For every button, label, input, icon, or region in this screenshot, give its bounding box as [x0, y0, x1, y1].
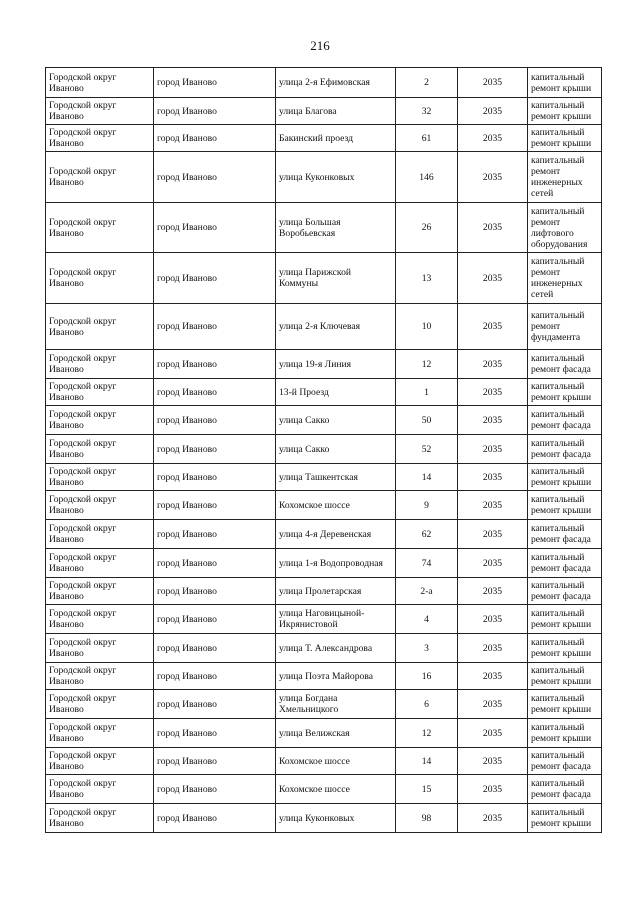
city-cell: город Иваново — [154, 719, 276, 748]
house-number-cell: 146 — [396, 152, 458, 203]
house-number-cell: 14 — [396, 748, 458, 775]
city-cell: город Иваново — [154, 435, 276, 464]
year-cell: 2035 — [458, 253, 528, 304]
table-row — [46, 719, 602, 748]
city-cell: город Иваново — [154, 578, 276, 605]
table-row — [46, 578, 602, 605]
city-cell: город Иваново — [154, 464, 276, 491]
city-cell: город Иваново — [154, 605, 276, 634]
year-cell: 2035 — [458, 634, 528, 663]
street-cell: улица Парижской Коммуны — [276, 253, 396, 304]
house-number-cell: 13 — [396, 253, 458, 304]
house-number-cell: 12 — [396, 719, 458, 748]
page-number: 216 — [310, 38, 330, 53]
table-row — [46, 464, 602, 491]
street-cell: улица Сакко — [276, 406, 396, 435]
house-number-cell: 15 — [396, 775, 458, 804]
year-cell: 2035 — [458, 98, 528, 125]
house-number-cell: 12 — [396, 350, 458, 379]
city-cell: город Иваново — [154, 634, 276, 663]
house-number-cell: 14 — [396, 464, 458, 491]
street-cell: улица 1-я Водопроводная — [276, 549, 396, 578]
district-cell: Городской округ Иваново — [46, 634, 154, 663]
table-row — [46, 663, 602, 690]
year-cell: 2035 — [458, 350, 528, 379]
district-cell: Городской округ Иваново — [46, 379, 154, 406]
work-type-cell: капитальный ремонт фасада — [528, 578, 602, 605]
city-cell: город Иваново — [154, 304, 276, 350]
year-cell: 2035 — [458, 304, 528, 350]
table-row — [46, 68, 602, 98]
street-cell: 13-й Проезд — [276, 379, 396, 406]
district-cell: Городской округ Иваново — [46, 350, 154, 379]
year-cell: 2035 — [458, 435, 528, 464]
year-cell: 2035 — [458, 605, 528, 634]
work-type-cell: капитальный ремонт крыши — [528, 663, 602, 690]
house-number-cell: 2-а — [396, 578, 458, 605]
street-cell: Кохомское шоссе — [276, 775, 396, 804]
year-cell: 2035 — [458, 464, 528, 491]
street-cell: улица Т. Александрова — [276, 634, 396, 663]
table-row — [46, 605, 602, 634]
district-cell: Городской округ Иваново — [46, 253, 154, 304]
work-type-cell: капитальный ремонт крыши — [528, 804, 602, 833]
year-cell: 2035 — [458, 406, 528, 435]
district-cell: Городской округ Иваново — [46, 605, 154, 634]
house-number-cell: 1 — [396, 379, 458, 406]
district-cell: Городской округ Иваново — [46, 68, 154, 98]
city-cell: город Иваново — [154, 125, 276, 152]
district-cell: Городской округ Иваново — [46, 304, 154, 350]
table-row — [46, 253, 602, 304]
house-number-cell: 9 — [396, 491, 458, 520]
year-cell: 2035 — [458, 690, 528, 719]
district-cell: Городской округ Иваново — [46, 578, 154, 605]
district-cell: Городской округ Иваново — [46, 690, 154, 719]
street-cell: улица Богдана Хмельницкого — [276, 690, 396, 719]
year-cell: 2035 — [458, 379, 528, 406]
street-cell: Кохомское шоссе — [276, 491, 396, 520]
house-number-cell: 2 — [396, 68, 458, 98]
table-row — [46, 304, 602, 350]
street-cell: улица 2-я Ефимовская — [276, 68, 396, 98]
district-cell: Городской округ Иваново — [46, 804, 154, 833]
house-number-cell: 98 — [396, 804, 458, 833]
house-number-cell: 4 — [396, 605, 458, 634]
work-type-cell: капитальный ремонт фасада — [528, 775, 602, 804]
work-type-cell: капитальный ремонт инженерных сетей — [528, 152, 602, 203]
table-row — [46, 491, 602, 520]
year-cell: 2035 — [458, 578, 528, 605]
city-cell: город Иваново — [154, 152, 276, 203]
district-cell: Городской округ Иваново — [46, 748, 154, 775]
city-cell: город Иваново — [154, 748, 276, 775]
year-cell: 2035 — [458, 719, 528, 748]
city-cell: город Иваново — [154, 520, 276, 549]
table-row — [46, 634, 602, 663]
year-cell: 2035 — [458, 549, 528, 578]
street-cell: улица 4-я Деревенская — [276, 520, 396, 549]
city-cell: город Иваново — [154, 690, 276, 719]
house-number-cell: 61 — [396, 125, 458, 152]
city-cell: город Иваново — [154, 253, 276, 304]
year-cell: 2035 — [458, 203, 528, 253]
district-cell: Городской округ Иваново — [46, 549, 154, 578]
street-cell: улица Ташкентская — [276, 464, 396, 491]
table-row — [46, 350, 602, 379]
street-cell: Бакинский проезд — [276, 125, 396, 152]
city-cell: город Иваново — [154, 406, 276, 435]
district-cell: Городской округ Иваново — [46, 520, 154, 549]
street-cell: улица Большая Воробьевская — [276, 203, 396, 253]
district-cell: Городской округ Иваново — [46, 125, 154, 152]
street-cell: улица Наговицыной-Икрянистовой — [276, 605, 396, 634]
city-cell: город Иваново — [154, 804, 276, 833]
house-number-cell: 50 — [396, 406, 458, 435]
city-cell: город Иваново — [154, 663, 276, 690]
year-cell: 2035 — [458, 125, 528, 152]
table-row — [46, 98, 602, 125]
district-cell: Городской округ Иваново — [46, 719, 154, 748]
street-cell: улица Пролетарская — [276, 578, 396, 605]
district-cell: Городской округ Иваново — [46, 203, 154, 253]
district-cell: Городской округ Иваново — [46, 152, 154, 203]
work-type-cell: капитальный ремонт инженерных сетей — [528, 253, 602, 304]
street-cell: улица Куконковых — [276, 152, 396, 203]
table-row — [46, 549, 602, 578]
year-cell: 2035 — [458, 748, 528, 775]
street-cell: улица 19-я Линия — [276, 350, 396, 379]
street-cell: улица Благова — [276, 98, 396, 125]
registry-body — [46, 68, 602, 833]
work-type-cell: капитальный ремонт крыши — [528, 605, 602, 634]
table-row — [46, 690, 602, 719]
district-cell: Городской округ Иваново — [46, 464, 154, 491]
table-row — [46, 435, 602, 464]
work-type-cell: капитальный ремонт фасада — [528, 350, 602, 379]
work-type-cell: капитальный ремонт крыши — [528, 125, 602, 152]
work-type-cell: капитальный ремонт крыши — [528, 719, 602, 748]
work-type-cell: капитальный ремонт фасада — [528, 549, 602, 578]
city-cell: город Иваново — [154, 775, 276, 804]
district-cell: Городской округ Иваново — [46, 491, 154, 520]
house-number-cell: 74 — [396, 549, 458, 578]
table-row — [46, 804, 602, 833]
house-number-cell: 6 — [396, 690, 458, 719]
work-type-cell: капитальный ремонт крыши — [528, 68, 602, 98]
city-cell: город Иваново — [154, 379, 276, 406]
work-type-cell: капитальный ремонт фасада — [528, 520, 602, 549]
district-cell: Городской округ Иваново — [46, 98, 154, 125]
house-number-cell: 32 — [396, 98, 458, 125]
year-cell: 2035 — [458, 775, 528, 804]
street-cell: улица Велижская — [276, 719, 396, 748]
work-type-cell: капитальный ремонт крыши — [528, 491, 602, 520]
work-type-cell: капитальный ремонт лифтового оборудования — [528, 203, 602, 253]
house-number-cell: 3 — [396, 634, 458, 663]
work-type-cell: капитальный ремонт крыши — [528, 464, 602, 491]
district-cell: Городской округ Иваново — [46, 663, 154, 690]
table-row — [46, 406, 602, 435]
city-cell: город Иваново — [154, 203, 276, 253]
house-number-cell: 10 — [396, 304, 458, 350]
table-row — [46, 152, 602, 203]
city-cell: город Иваново — [154, 98, 276, 125]
street-cell: улица Сакко — [276, 435, 396, 464]
street-cell: улица Куконковых — [276, 804, 396, 833]
table-row — [46, 775, 602, 804]
table-row — [46, 203, 602, 253]
work-type-cell: капитальный ремонт фасада — [528, 748, 602, 775]
work-type-cell: капитальный ремонт крыши — [528, 379, 602, 406]
year-cell: 2035 — [458, 491, 528, 520]
registry-table — [45, 67, 602, 833]
work-type-cell: капитальный ремонт крыши — [528, 690, 602, 719]
district-cell: Городской округ Иваново — [46, 435, 154, 464]
year-cell: 2035 — [458, 520, 528, 549]
street-cell: улица 2-я Ключевая — [276, 304, 396, 350]
house-number-cell: 16 — [396, 663, 458, 690]
year-cell: 2035 — [458, 68, 528, 98]
district-cell: Городской округ Иваново — [46, 406, 154, 435]
district-cell: Городской округ Иваново — [46, 775, 154, 804]
city-cell: город Иваново — [154, 491, 276, 520]
table-row — [46, 748, 602, 775]
city-cell: город Иваново — [154, 549, 276, 578]
year-cell: 2035 — [458, 663, 528, 690]
year-cell: 2035 — [458, 152, 528, 203]
work-type-cell: капитальный ремонт фундамента — [528, 304, 602, 350]
table-row — [46, 125, 602, 152]
house-number-cell: 62 — [396, 520, 458, 549]
table-row — [46, 520, 602, 549]
house-number-cell: 26 — [396, 203, 458, 253]
street-cell: улица Поэта Майорова — [276, 663, 396, 690]
city-cell: город Иваново — [154, 68, 276, 98]
house-number-cell: 52 — [396, 435, 458, 464]
work-type-cell: капитальный ремонт крыши — [528, 98, 602, 125]
street-cell: Кохомское шоссе — [276, 748, 396, 775]
table-row — [46, 379, 602, 406]
work-type-cell: капитальный ремонт фасада — [528, 406, 602, 435]
work-type-cell: капитальный ремонт фасада — [528, 435, 602, 464]
work-type-cell: капитальный ремонт крыши — [528, 634, 602, 663]
year-cell: 2035 — [458, 804, 528, 833]
city-cell: город Иваново — [154, 350, 276, 379]
